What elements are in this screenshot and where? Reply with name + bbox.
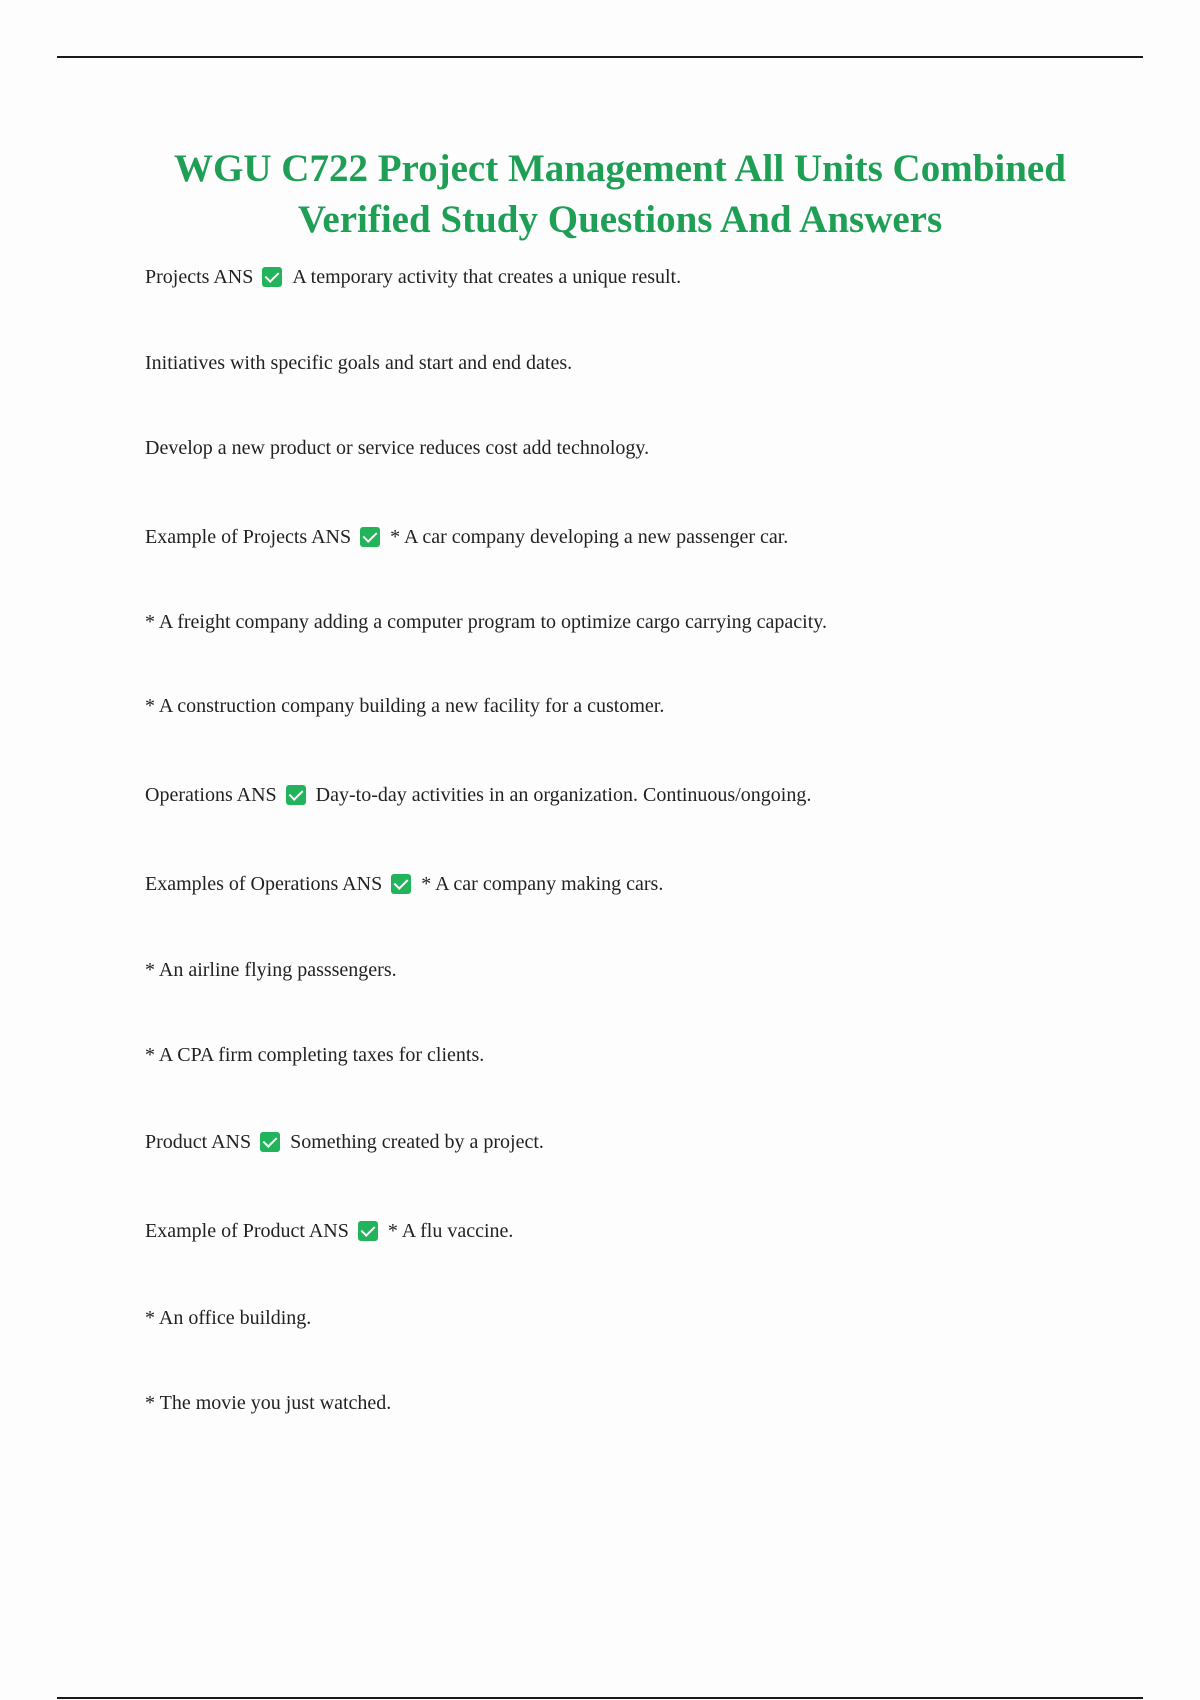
qa-item-projects: [145, 264, 681, 290]
top-rule: [57, 56, 1143, 58]
document-title: [100, 143, 1140, 245]
qa-item-operations: [145, 782, 811, 808]
bottom-rule: [57, 1697, 1143, 1699]
term-label: Example of Projects ANS: [145, 526, 352, 548]
title-line-1: WGU C722 Project Management All Units Combined: [174, 147, 1066, 190]
answer-text: Day-to-day activities in an organization. Continuous/ongoing.: [315, 784, 812, 806]
term-label: Example of Product ANS: [145, 1220, 349, 1242]
check-icon: [360, 527, 380, 547]
check-icon: [262, 267, 282, 287]
answer-text: * A car company developing a new passenger car.: [390, 526, 789, 548]
answer-continuation: [145, 1390, 391, 1416]
term-label: Operations ANS: [145, 784, 277, 806]
qa-item-example-of-projects: [145, 524, 788, 550]
answer-text: * A CPA firm completing taxes for clients.: [145, 1044, 485, 1066]
check-icon: [358, 1221, 378, 1241]
check-icon: [286, 785, 306, 805]
answer-text: * The movie you just watched.: [145, 1392, 392, 1414]
title-line-2: Verified Study Questions And Answers: [297, 198, 943, 241]
answer-text: * A freight company adding a computer program to optimize cargo carrying capacity.: [145, 611, 827, 633]
answer-text: Develop a new product or service reduces cost add technology.: [145, 437, 650, 459]
answer-continuation: [145, 350, 572, 376]
term-label: Examples of Operations ANS: [145, 873, 383, 895]
check-icon: [260, 1132, 280, 1152]
term-label: Projects ANS: [145, 266, 254, 288]
answer-continuation: [145, 957, 397, 983]
qa-item-examples-of-operations: [145, 871, 663, 897]
answer-text: * An airline flying passsengers.: [145, 959, 397, 981]
qa-item-example-of-product: [145, 1218, 513, 1244]
answer-text: * An office building.: [145, 1307, 312, 1329]
answer-text: A temporary activity that creates a unique result.: [292, 266, 682, 288]
answer-text: * A flu vaccine.: [387, 1220, 514, 1242]
answer-text: Something created by a project.: [290, 1131, 544, 1153]
qa-item-product: [145, 1129, 544, 1155]
check-icon: [391, 874, 411, 894]
answer-continuation: [145, 1305, 311, 1331]
answer-continuation: [145, 435, 649, 461]
answer-continuation: [145, 1042, 484, 1068]
answer-continuation: [145, 693, 664, 719]
answer-continuation: [145, 609, 827, 635]
term-label: Product ANS: [145, 1131, 252, 1153]
answer-text: * A construction company building a new facility for a customer.: [145, 695, 665, 717]
answer-text: * A car company making cars.: [421, 873, 664, 895]
answer-text: Initiatives with specific goals and start and end dates.: [145, 352, 573, 374]
